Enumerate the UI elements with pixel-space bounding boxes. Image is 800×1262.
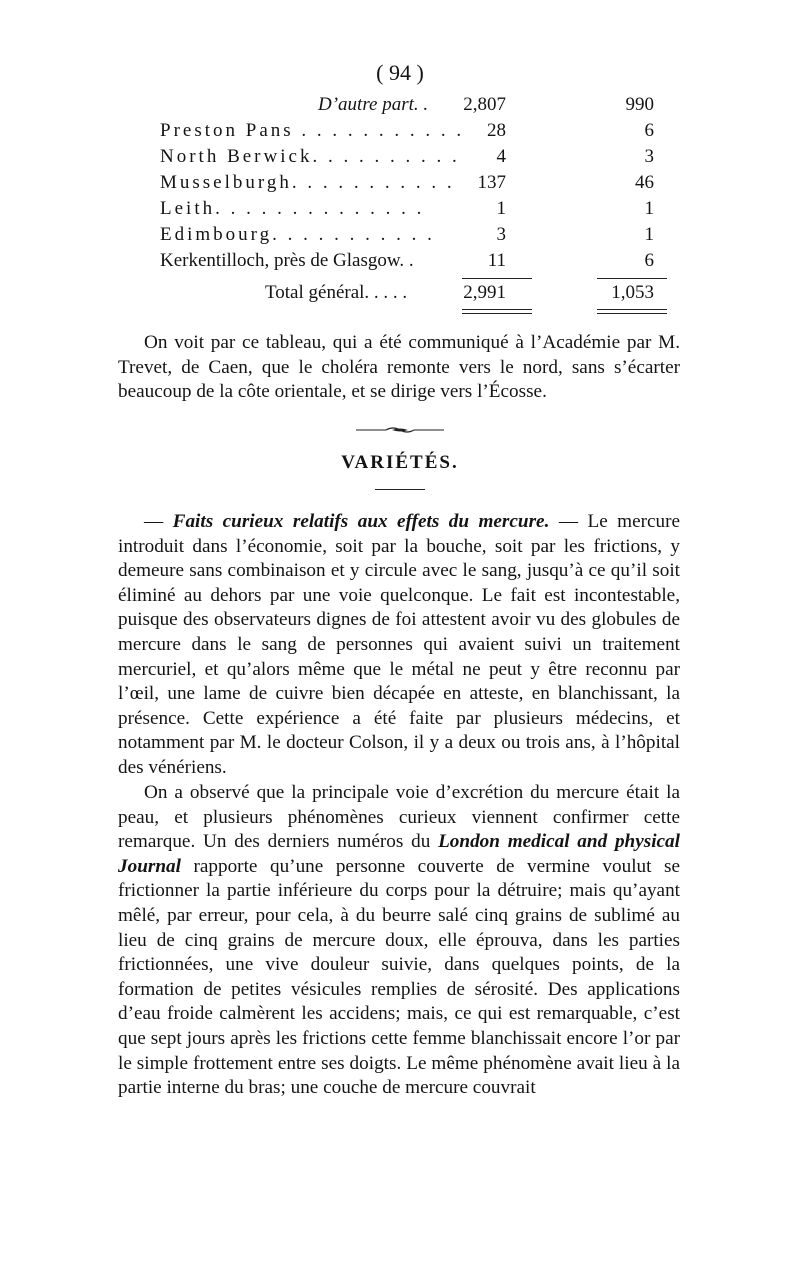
- article-paragraph-1: [118, 510, 680, 781]
- page-number: ( 94 ): [376, 60, 424, 85]
- table-row-total: [160, 280, 670, 306]
- sum-rule-2: [597, 278, 667, 279]
- total-rule-1b: [462, 313, 532, 314]
- value-2: 3: [644, 146, 654, 167]
- total-rule-1a: [462, 309, 532, 310]
- carry-value-1: 2,807: [463, 94, 506, 115]
- table-row: [160, 118, 670, 144]
- journal-title: London medical and physical Journal: [118, 831, 680, 877]
- value-1: 137: [477, 172, 506, 193]
- place-name: Leith. . . . . . . . . . . . . .: [160, 198, 425, 219]
- total-value-1: 2,991: [463, 282, 506, 303]
- carry-value-2: 990: [625, 94, 654, 115]
- total-rule-2a: [597, 309, 667, 310]
- place-name: Kerkentilloch, près de Glasgow. .: [160, 250, 414, 271]
- table-row: [160, 170, 670, 196]
- value-1: 28: [487, 120, 506, 141]
- place-name: North Berwick. . . . . . . . . .: [160, 146, 460, 167]
- place-name: Preston Pans . . . . . . . . . . .: [160, 120, 465, 141]
- table-row: [160, 196, 670, 222]
- sum-rule-1: [462, 278, 532, 279]
- place-name: Edimbourg. . . . . . . . . . .: [160, 224, 435, 245]
- section-title: VARIÉTÉS.: [341, 452, 459, 473]
- article-run-in-title: Faits curieux relatifs aux effets du mercure.: [172, 511, 550, 532]
- total-label: Total général. . . . .: [265, 282, 408, 303]
- carry-label: D’autre part. .: [318, 94, 429, 115]
- lead-dash: —: [144, 511, 173, 532]
- paragraph-1-text: — Le mercure introduit dans l’économie, soit par la bouche, soit par les frictions, y demeure sans combinaison et y circule avec le sang, jusqu’à ce qu’il soit éliminé au dehors par une voie quelconque. Le fait est incontestable, puisque des observateurs dignes de foi attestent avoir vu des globules de mercure dans le sang de personnes qui avaient suivi un traitement mercuriel, et qu’alors même que le métal ne peut y être reconnu par l’œil, une lame de cuivre bien décapée en atteste, en blanchissant, la présence. Cette expérience a été faite par plusieurs médecins, et notamment par M. le docteur Colson, il y a deux ou trois ans, à l’hôpital des vénériens.: [118, 511, 681, 778]
- value-1: 1: [496, 198, 506, 219]
- table-row: [160, 222, 670, 248]
- value-2: 6: [644, 120, 654, 141]
- total-value-2: 1,053: [611, 282, 654, 303]
- section-ornament: [356, 425, 444, 435]
- value-2: 6: [644, 250, 654, 271]
- table-row: [160, 144, 670, 170]
- total-rule-2b: [597, 313, 667, 314]
- article-paragraph-2: [118, 781, 680, 1101]
- value-1: 4: [496, 146, 506, 167]
- title-rule: [375, 489, 425, 490]
- value-2: 1: [644, 198, 654, 219]
- intro-paragraph: On voit par ce tableau, qui a été communiqué à l’Académie par M. Trevet, de Caen, que le choléra remonte vers le nord, sans s’écarter beaucoup de la côte orientale, et se dirige vers l’Écosse.: [118, 332, 680, 403]
- table-row: [160, 248, 670, 274]
- table-row-carry: [160, 92, 670, 118]
- value-1: 11: [487, 250, 506, 271]
- paragraph-2-start: On a observé que la principale voie d’excrétion du mercure était la peau, et plusieurs phénomènes curieux viennent confirmer cette remarque. Un des derniers numéros du: [118, 782, 680, 853]
- value-2: 46: [635, 172, 654, 193]
- place-name: Musselburgh. . . . . . . . . . .: [160, 172, 455, 193]
- value-1: 3: [496, 224, 506, 245]
- paragraph-2-text: rapporte qu’une personne couverte de vermine voulut se frictionner la partie inférieure du corps pour la détruire; mais qu’ayant mêlé, par erreur, pour cela, à du beurre salé cinq grains de sublimé au lieu de cinq grains de mercure doux, elle éprouva, dans les parties frictionnées, une vive douleur suivie, dans quelques points, de la formation de petites vésicules remplies de sérosité. Des applications d’eau froide calmèrent les accidens; mais, ce qui est remarquable, c’est que sept jours après les frictions cette femme blanchissait encore l’or par le simple frottement entre ses doigts. Le même phénomène avait lieu à la partie interne du bras; une couche de mercure couvrait: [118, 855, 680, 1099]
- value-2: 1: [644, 224, 654, 245]
